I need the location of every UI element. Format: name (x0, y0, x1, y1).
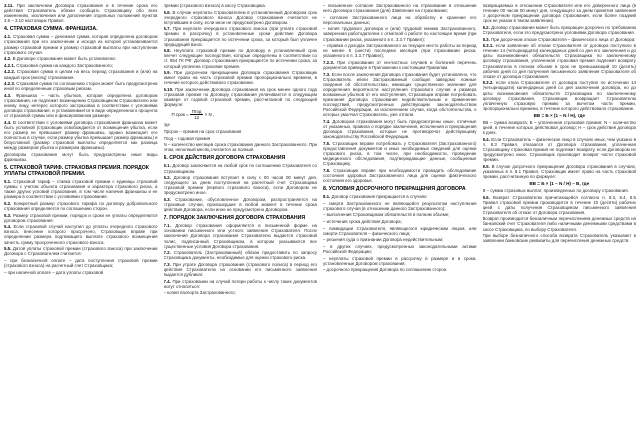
clause-number: 7.5. (323, 140, 331, 146)
clause-paragraph (4, 93, 158, 118)
clause-paragraph (323, 43, 477, 58)
clause-paragraph (483, 233, 637, 243)
clause-number: 8.4. (482, 136, 490, 142)
clause-text: Возврат производится безналичным перечислением денежных средств на банковский счет Страхователя либо наличными денежными средствами в кассе Страховщика, по выбору Страхователя. (482, 216, 636, 232)
clause-number: 4.2.3. (4, 81, 15, 87)
clause-number: 8.5. (482, 163, 490, 169)
clause-text: В соответствии с условиями договора страхования франшиза может быть условной (страховщик освобождается от возмещения убытка, если его размер не превышает размер франшизы, однако возмещает его полностью в случае, если размер убытка превышает размер франшизы) и безусловной (размер страховой выплаты определяется как разница между размером убытка и размером франшизы). (4, 119, 158, 151)
clause-text: – при наличной оплате – дата уплаты страховой (4, 269, 104, 275)
formula-rhs: × N , (203, 112, 215, 118)
clause-number: 7.6. (323, 167, 331, 173)
formula-lhs: П срок = (171, 112, 190, 118)
clause-text: При досрочном отказе Страхователя – физического лица от Договора: (491, 36, 636, 42)
clause-number: 5.1. (4, 179, 12, 185)
section-heading: 8. УСЛОВИЯ ДОСРОЧНОГО ПРЕКРАЩЕНИЯ ДОГОВОРА (323, 186, 466, 193)
clause-number: 6.3. (163, 197, 171, 202)
clause-paragraph (4, 270, 158, 275)
clause-number: 4.4. (4, 119, 12, 125)
formula-numerator: Пгод (191, 109, 202, 115)
clause-paragraph (4, 258, 158, 268)
section-heading: 6. СРОК ДЕЙСТВИЯ ДОГОВОРА СТРАХОВАНИЯ (163, 155, 286, 162)
clause-text: Страховая сумма на каждого Застрахованного; (16, 62, 113, 68)
clause-text: В случае досрочного прекращения Договора страхования в случаях, указанных в п. 8.1 Правил, Страховщик имеет право на часть страховой премии, рассчитанную по формуле: (482, 163, 636, 179)
clause-text: При утрате Договора страхования (страхового полиса) в период его действия Страхователю на основании его письменного заявления выдается дубликат. (163, 261, 317, 278)
clause-number: 7.1. (163, 223, 171, 229)
clause-number: 5.7. (163, 26, 171, 32)
clause-text: Договор страхования прекращается в случаях: (331, 194, 428, 200)
clause-paragraph (323, 244, 477, 254)
clause-paragraph (483, 195, 637, 215)
clause-number: 8.2. (482, 24, 490, 30)
clause-paragraph (164, 290, 318, 295)
clause-paragraph (164, 279, 318, 289)
clause-number: 7.4. (163, 278, 171, 284)
clause-text: – письменное согласие Застрахованного на страхование в отношении него Договора страхования (для) Заявление на страхование; (323, 3, 477, 14)
clause-number: 8.3.2. (482, 80, 494, 86)
clause-text: если заявление об отказе Страхователя от договора поступило в течение 14 (четырнадцати) календарных дней со дня его заключения и до даты возникновения обязательств Страховщика по заключенному договору страхования, уплаченная страховая премия подлежит возврату Страхователю в полном объеме в срок не превышающий 10 (десять) рабочих дней со дня получения письменного заявления Страхователя об отказе от договора страхования; (482, 43, 636, 79)
clause-paragraph (164, 87, 318, 107)
clause-text: – ликвидации Страхователя, являющегося юридическим лицом, или смерти Страхователя – физического лица; (323, 225, 477, 236)
clause-text: Если Страхователь – физическое лицо в случаях иных, чем указано в п. 8.3 Правил, отказался от Договора страхования, уплаченная Страховщику страховая премия не подлежит возврату, если Договором не предусмотрено иное. Страховщик производит возврат части страховой премии. (482, 136, 636, 163)
clause-number: 7.2.3. (323, 59, 334, 65)
clause-number: 6.2. (163, 175, 171, 181)
clause-number: 5.8. (163, 48, 171, 54)
clause-paragraph (164, 142, 318, 152)
clause-paragraph (164, 223, 318, 248)
clause-text: В случае неуплаты Страхователем в установленный Договором срок очередного страхового взноса Договор страхования считается не вступившим в силу, если иное не предусмотрено Договором. (163, 9, 317, 25)
clause-text: При страховании на случай потери работы к числу таких документов могут относиться: (163, 278, 317, 289)
clause-number: 8.3.1. (482, 43, 494, 49)
clause-number: 8.3. (482, 36, 490, 42)
clause-paragraph (4, 246, 158, 256)
clause-text: N – количество месяцев срока страхования данного Застрахованного. При этом, неполный месяц считается за полный. (163, 142, 317, 153)
clause-paragraph (323, 194, 477, 199)
clause-paragraph (323, 201, 477, 211)
clause-paragraph (323, 237, 477, 242)
clause-text: Возврат Страхователю причитающейся согласно п. 8.3, 8.4, 8.5 Правил страховой премии производится в течение 10 (десяти) рабочих дней с даты получения Страховщиком письменного заявления Страхователя об отказе от Договора страхования. (482, 194, 636, 215)
clause-text: – досрочного прекращения Договора по соглашению сторон. (323, 267, 448, 273)
clause-number: 6.1. (163, 163, 171, 169)
clause-text: Договор заключается на любой срок по соглашению Страхователя со Страховщиком. (163, 163, 317, 174)
clause-paragraph (483, 37, 637, 42)
clause-text: Страховая сумма в целом на весь период страхования и (или) на каждый срок (месяц) страхования. (4, 69, 158, 80)
clause-number: 8.6. (482, 194, 490, 200)
clause-number: 5.4. (4, 224, 12, 230)
clause-text: – истечения срока действия Договора; (323, 218, 402, 224)
clause-paragraph (164, 10, 318, 25)
clause-text: При неуплате очередного страхового взноса (при уплате страховой премии в рассрочку) в установленные сроки действие Договора страхования прекращается по истечении срока, за который был уплачен предыдущий взнос. (163, 26, 317, 47)
clause-number: 4.1. (4, 34, 12, 40)
clause-text: Страховщик вправе потребовать у Страхователя (Застрахованного) предоставления документов и иных необходимых сведений для оценки страхового риска, в том числе, при необходимости, проведение медицинского обследования, подтверждающие данные, сообщенные Страховщику. (323, 140, 477, 167)
clause-text: При заключении Договора страхования и в течение срока его действия Страхователь обязан сообщать Страховщику обо всех изменениях, исключения или дополнения отдельных положений пунктов 3.6 – 3.10 настоящих Правил. (4, 3, 158, 24)
clause-text: – в других случаях, предусмотренных законодательными актами Российской Федерации; (323, 243, 477, 254)
clause-text: Пгод – годовая премия (163, 135, 211, 141)
clause-paragraph (323, 168, 477, 183)
clause-text: – копия трудового договора и (или) трудовой книжки Застрахованного, заверенная работодателем с отметкой о работе по настоящее время (при страховании риска, указанного в п. 3.3.7 Правил); (323, 26, 477, 42)
clause-paragraph (323, 72, 477, 118)
clause-number: 5.6. (163, 9, 171, 15)
clause-text: Страхователь (Застрахованный) обязан предоставить по запросу Страховщика документы, необходимые для оценки страхового риска. (163, 250, 317, 261)
refund-formula: ВВ = Б × (1 – N / Н) – В, где (529, 180, 590, 186)
clause-number: 5.5. (4, 246, 12, 252)
clause-paragraph (4, 224, 158, 244)
clause-text: Договор страхования оформляется в письменной форме на основании письменного или устного заявления Страхователя. После заключения Договора страхования Страхователю выдается страховой полис, подписанный Страховщиком, в котором указываются все существенные условия Договора страхования. (163, 223, 317, 249)
clause-text: Договор страхования вступает в силу с 00 часов 00 минут дня, следующего за днем поступления на расчетный счет Страховщика страховой премии (первого страхового взноса), если Договором не предусмотрено иное. (163, 175, 317, 196)
clause-paragraph (483, 137, 637, 162)
clause-number: 7.4. (323, 118, 331, 124)
clause-paragraph (4, 201, 158, 211)
clause-paragraph (164, 136, 318, 141)
text-column-2 (164, 3, 318, 427)
text-column-3 (323, 3, 477, 427)
refund-formula: ВВ = Б × (1 – N / Н), где (533, 112, 585, 118)
clause-text: Конкретный размер страхового тарифа по договору добровольного страхования определяется по соглашению сторон. (4, 200, 158, 211)
section-heading: 5. СТРАХОВОЙ ТАРИФ. СТРАХОВАЯ ПРЕМИЯ. ПОРЯДОК УПЛАТЫ СТРАХОВОЙ ПРЕМИИ. (4, 165, 149, 178)
clause-number: 5.2. (4, 200, 12, 206)
clause-text: При страховании от несчастных случаев и болезней перечень документов приведен в Приложении к настоящим Правилам. (323, 59, 477, 71)
clause-paragraph (483, 120, 637, 135)
clause-text: где (163, 122, 170, 128)
clause-text: Страховой тариф – ставка страховой премии с единицы страховой суммы с учетом объекта страхования и характера страхового риска, а также других условий страхования, в том числе наличия франшизы и ее размера в соответствии с условиями страхования. (4, 179, 158, 200)
clause-text: Страховая сумма – денежная сумма, которая определена договором страхования при его заключении и исходя из которой устанавливается размер страховой премии и размер страховой выплаты при наступлении страхового случая. (4, 34, 158, 55)
clause-paragraph (164, 129, 318, 134)
clause-paragraph (483, 164, 637, 179)
clause-text: – выполнения Страховщиком обязательств в полном объеме; (323, 212, 450, 218)
clause-text: – согласие Застрахованного лица на обработку и хранение его персональных данных; (323, 14, 477, 25)
clause-text: премии (страхового взноса) в кассу Страховщика. (163, 3, 266, 8)
clause-text: Размер страховой премии, порядок и сроки ее уплаты определяются договором страхования. (4, 212, 158, 223)
clause-paragraph (483, 188, 637, 193)
clause-text: Прсрок – премия на срок страхования (163, 129, 242, 135)
clause-text: Договор страхования может быть прекращен досрочно по требованию Страхователя, если это предусмотрено условиями Договора страхования. (482, 24, 636, 35)
clause-paragraph (323, 226, 477, 236)
clause-text: Страховая сумма по соглашению сторон может быть предусмотрена иной по определенным страховым рискам. (4, 81, 158, 92)
clause-number: 7.2. (163, 250, 171, 256)
clause-text: – неуплаты страховой премии в рассрочку в размере и в сроки, установленные Договором страхования; (323, 255, 477, 266)
clause-paragraph (164, 197, 318, 212)
clause-number: 4.2.1. (4, 62, 15, 68)
clause-paragraph (164, 48, 318, 68)
clause-number: 7.3. (163, 261, 171, 267)
clause-paragraph (4, 120, 158, 151)
clause-paragraph (164, 70, 318, 85)
clause-text: если отказ Страхователя от договора поступил по истечении 14 (четырнадцати) календарных дней со дня заключения договора, но до даты возникновения обязательств Страховщика по заключенному договору страхования, Страховщик возвращает Страхователю уплаченную страховую премию за вычетом части премии, пропорционально времени, в течение которого действовало страхование. (482, 80, 636, 111)
clause-paragraph (164, 26, 318, 46)
clause-text: – справка о доходах Застрахованного за текущее место работы за период не менее 6 (шести) последних месяцев (при страховании риска, указанного в п. 3.3.7 Правил); (323, 43, 477, 59)
clause-text: Страхование, обусловленное Договором, распространяется на страховые случаи, происшедшие в любой момент в течение срока действия Договора, если иное не предусмотрено Договором. (163, 197, 317, 213)
clause-text: В – сумма страховых выплат, произведенных по договору страхования. (482, 187, 629, 193)
text-column-1 (4, 3, 158, 427)
clause-text: ВВ – сумма возврата; Б – уплаченная страховая премия; N – количество дней, в течение которых действовал договор; Н – срок действия договора в днях. (482, 119, 636, 136)
premium-formula (172, 109, 318, 120)
clause-paragraph (4, 34, 158, 54)
clause-text: При досрочном прекращении Договора страхования Страховщик имеет право на часть страховой премии пропорционально времени, в течение которого действовало страхование. (163, 70, 317, 86)
clause-text: Франшиза – часть убытков, которая определена договором страхования, не подлежит возмещению Страховщиком Страхователю или иному лицу, интерес которого застрахован в соответствии с условиями договора страхования, и устанавливается в виде определенного процента от страховой суммы или в фиксированном размере. (4, 92, 158, 119)
clause-paragraph (323, 26, 477, 41)
clause-text: – решения суда о признании Договора недействительным; (323, 237, 444, 243)
clause-text: Если страховой случай наступил до уплаты очередного страхового взноса, внесение которого просрочено, Страховщик вправе при определении размера подлежащего выплате страхового возмещения зачесть сумму просроченного страхового взноса. (4, 224, 158, 245)
formula-denominator: 12 (194, 115, 200, 121)
clause-paragraph (323, 141, 477, 166)
clause-paragraph (483, 216, 637, 231)
clause-number: 8.1. (323, 194, 331, 200)
clause-text: – при безналичной оплате – дата поступления страховой премии (страхового взноса) на расчетный счет Страховщика; (4, 257, 158, 268)
section-heading: 4. СТРАХОВАЯ СУММА. ФРАНШИЗА. (4, 26, 98, 33)
clause-number: 7.3. (323, 71, 331, 77)
clause-paragraph (164, 122, 318, 127)
clause-paragraph (4, 152, 158, 162)
clause-paragraph (164, 3, 318, 8)
text-column-4 (483, 3, 637, 427)
clause-paragraph (4, 213, 158, 223)
clause-text: Неуплата страховой премии по Договору в установленный срок влечет следующие последствия, которые определены в соответствии со ст. 954 ГК РФ: Договор страхования прекращается по истечении срока, за который уплачена страховая премия. (163, 48, 317, 69)
clause-paragraph (164, 163, 318, 173)
clause-number: 5.3. (4, 212, 12, 218)
clause-text: При выборе безналичного способа возврата Страхователь указывает в заявлении банковские реквизиты для перечисления денежных средств. (482, 233, 636, 244)
clause-paragraph (323, 212, 477, 217)
clause-paragraph (164, 175, 318, 195)
clause-paragraph (4, 179, 158, 199)
clause-paragraph (483, 43, 637, 79)
clause-paragraph (323, 267, 477, 272)
clause-paragraph (323, 60, 477, 70)
clause-paragraph (323, 3, 477, 13)
clause-text: – смерти Застрахованного не являющейся результатом наступления страхового случая (в отношении данного Застрахованного); (323, 200, 477, 211)
clause-paragraph (4, 63, 158, 68)
clause-text: возвращаемых в отношении Страхователя или его доверенного лица (в течение 00 часов 00 минут дня, следующего за днем принятия заявления о досрочном прекращении договора страхования, если более поздний срок не указан в таком заявлении). (482, 3, 636, 24)
clause-paragraph (164, 250, 318, 260)
clause-number: 4.2.2. (4, 69, 15, 75)
clause-paragraph (4, 81, 158, 91)
clause-text: – копия паспорта Застрахованного; (163, 290, 236, 296)
clause-text: Если после заключения Договора страхования будет установлено, что Страхователь и/или Застрахованный сообщил заведомо ложные сведения об обстоятельствах, имеющих существенное значение для определения вероятности наступления страхового случая и размера возможных убытков от его наступления, Страховщик вправе потребовать признания Договора страхования недействительным и применения последствий, предусмотренных действующим законодательством Российской Федерации, за исключением случая, когда обстоятельства, о которых умолчал Страхователь, уже отпали. (323, 71, 477, 118)
clause-number: 5.9. (163, 70, 171, 76)
clause-text: Страховщик вправе при необходимости проводить обследование состояния здоровья Застрахованного лица для оценки фактического состояния его здоровья. (323, 167, 477, 183)
clause-text: Договором страхования могут быть предусмотрены иные виды франшизы. (4, 151, 158, 162)
section-heading: 7. ПОРЯДОК ЗАКЛЮЧЕНИЯ ДОГОВОРА СТРАХОВАНИЯ (163, 215, 306, 222)
clause-paragraph (4, 3, 158, 23)
clause-paragraph (4, 69, 158, 79)
clause-paragraph (483, 25, 637, 35)
clause-number: 5.10. (163, 86, 174, 92)
clause-paragraph (323, 219, 477, 224)
clause-paragraph (483, 3, 637, 23)
clause-number: 3.11. (4, 3, 14, 8)
clause-paragraph (323, 256, 477, 266)
clause-text: В Договоре страхования может быть установлена: (12, 56, 116, 62)
clause-paragraph (323, 15, 477, 25)
clause-text: Датой уплаты страховой премии (страхового взноса) при заключении Договора с Страхователем считается: (4, 246, 158, 257)
clause-paragraph (164, 262, 318, 277)
clause-number: 4.2. (4, 56, 12, 62)
formula-fraction (190, 109, 204, 120)
clause-paragraph (323, 119, 477, 139)
clause-text: Договором страхования могут быть предусмотрены иные, отличные от указанных, правила о порядке заключения, исполнения и прекращения Договора страхования, которые не противоречат действующему законодательству Российской Федерации. (323, 118, 477, 140)
clause-paragraph (483, 80, 637, 111)
clause-paragraph (4, 56, 158, 61)
clause-text: При заключении Договора страхования на срок менее одного года страховая премия по Договору страхования уплачивается в следующем размере от годовой страховой премии, рассчитанной по следующей формуле: (163, 86, 317, 108)
clause-number: 4.3. (4, 92, 12, 98)
